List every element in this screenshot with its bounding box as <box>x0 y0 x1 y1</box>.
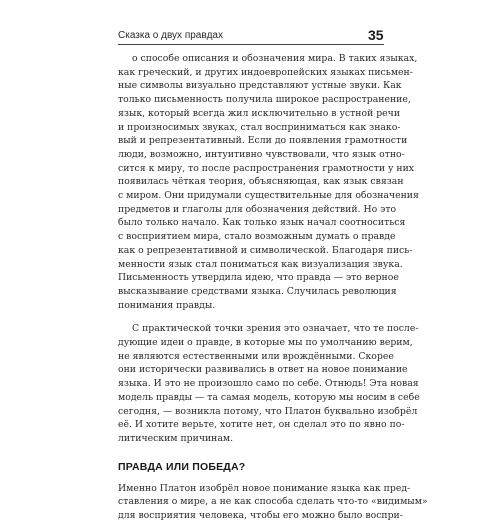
text-line: как о репрезентативной и символической. Благодаря пись- <box>118 244 413 256</box>
text-line: менности язык стал пониматься как визуализация звука. <box>118 258 403 270</box>
text-line: ные символы визуально представляют устные звуки. Как <box>118 80 402 92</box>
paragraph-3 <box>118 482 428 523</box>
text-line: о способе описания и обозначения мира. В таких языках, <box>132 53 418 64</box>
heading-gap-after <box>118 474 384 482</box>
text-line: ставления о мире, а не как способа сделать что-то «видимым» <box>118 496 428 508</box>
text-line: люди, возможно, интуитивно чувствовали, что язык отно- <box>118 148 405 160</box>
body-text <box>118 52 428 523</box>
heading-gap <box>118 446 384 460</box>
text-line: понимания правды. <box>118 299 216 311</box>
text-line: появилась чёткая теория, объясняющая, как язык связан <box>118 176 404 188</box>
text-line: Письменность утвердила идею, что правда — это верное <box>118 272 399 284</box>
text-line: с восприятием мира, стало возможным думать о правде <box>118 231 396 243</box>
text-line: литическим причинам. <box>118 432 234 444</box>
text-line: было только начало. Как только язык начал соотноситься <box>118 217 406 229</box>
text-line: её. И хотите верьте, хотите нет, он сделал это по явно по- <box>118 419 405 431</box>
text-line: для восприятия человека, чтобы его можно было воспри- <box>118 510 403 522</box>
text-line: предметов и глаголы для обозначения действий. Но это <box>118 203 397 215</box>
text-line: вый и репрезентативный. Если до появления грамотности <box>118 135 408 147</box>
running-head: Сказка о двух правдах <box>118 30 223 41</box>
text-line: с миром. Они придумали существительные для обозначения <box>118 190 419 202</box>
text-line: модель правды — та самая модель, которую мы носим в себе <box>118 391 420 403</box>
text-line: сегодня, — возникла потому, что Платон буквально изобрёл <box>118 405 418 417</box>
text-line: высказывание средствами языка. Случилась революция <box>118 285 397 297</box>
paragraph-1 <box>118 52 419 312</box>
paragraph-2 <box>118 322 420 445</box>
text-line: дующие идеи о правде, в которые мы по умолчанию верим, <box>118 337 413 349</box>
text-line: языка. И это не произошло само по себе. Отнюдь! Эта новая <box>118 378 419 390</box>
text-line: С практической точки зрения это означает, что те после- <box>132 323 419 335</box>
text-line: только письменность получила широкое распространение, <box>118 94 411 106</box>
text-line: и произносимых звуках, стал восприниматься как знако- <box>118 121 401 133</box>
text-line: сится к миру, то после распространения грамотности у них <box>118 162 415 174</box>
paragraph-gap <box>118 312 384 322</box>
text-line: они исторически развивались в ответ на новое понимание <box>118 364 408 376</box>
text-line: не являются естественными или врождёнными. Скорее <box>118 350 394 362</box>
text-line: язык, который всегда жил исключительно в устной речи <box>118 107 401 119</box>
page-number: 35 <box>368 27 384 43</box>
section-heading: ПРАВДА ИЛИ ПОБЕДА? <box>118 460 246 473</box>
text-line: Именно Платон изобрёл новое понимание языка как пред- <box>118 482 411 494</box>
text-line: как греческий, и других индоевропейских языках письмен- <box>118 66 413 78</box>
header-rule <box>118 44 384 45</box>
